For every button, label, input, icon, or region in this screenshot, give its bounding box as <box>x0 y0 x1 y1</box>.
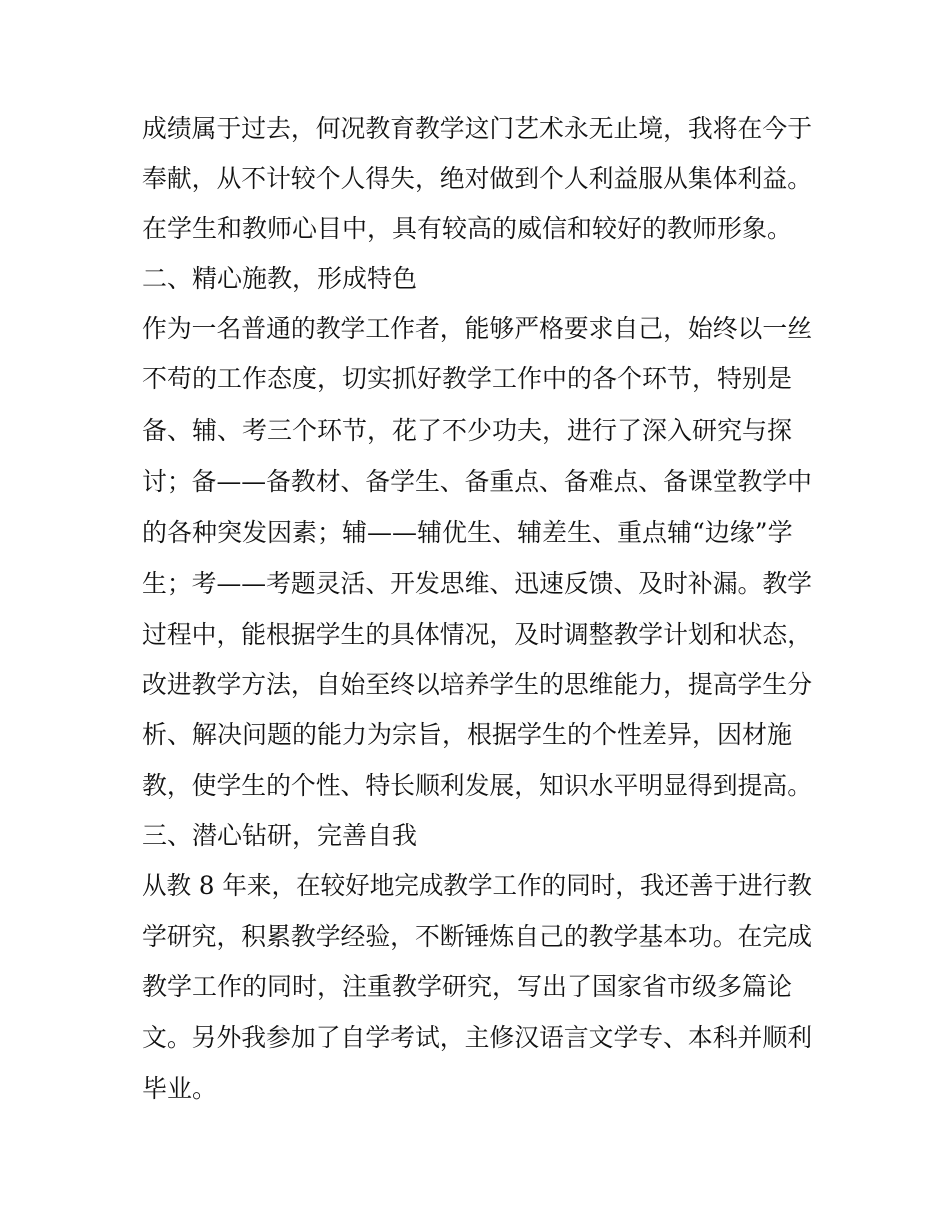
text-line: 奉献，从不计较个人得失，绝对做到个人利益服从集体利益。 <box>142 164 813 193</box>
text-line: 析、解决问题的能力为宗旨，根据学生的个性差异，因材施 <box>142 720 793 749</box>
text-line: 讨；备——备教材、备学生、备重点、备难点、备课堂教学中 <box>142 467 813 496</box>
text-line: 教学工作的同时，注重教学研究，写出了国家省市级多篇论 <box>142 972 793 1001</box>
text-line: 作为一名普通的教学工作者，能够严格要求自己，始终以一丝 <box>142 314 813 343</box>
text-line: 从教 8 年来，在较好地完成教学工作的同时，我还善于进行教 <box>142 871 812 900</box>
text-line: 的各种突发因素；辅——辅优生、辅差生、重点辅“边缘”学 <box>142 518 793 547</box>
text-line: 生；考——考题灵活、开发思维、迅速反馈、及时补漏。教学 <box>142 569 813 598</box>
text-line: 毕业。 <box>142 1074 218 1103</box>
text-line: 在学生和教师心目中，具有较高的威信和较好的教师形象。 <box>142 214 793 243</box>
text-line: 不苟的工作态度，切实抓好教学工作中的各个环节，特别是 <box>142 364 793 393</box>
text-line: 教，使学生的个性、特长顺利发展，知识水平明显得到提高。 <box>142 771 813 800</box>
section-heading: 二、精心施教，形成特色 <box>142 264 418 293</box>
text-line: 学研究，积累教学经验，不断锤炼自己的教学基本功。在完成 <box>142 922 813 951</box>
text-line: 改进教学方法，自始至终以培养学生的思维能力，提高学生分 <box>142 670 813 699</box>
section-heading: 三、潜心钻研，完善自我 <box>142 821 418 850</box>
text-line: 成绩属于过去，何况教育教学这门艺术永无止境，我将在今于 <box>142 114 813 143</box>
text-line: 文。另外我参加了自学考试，主修汉语言文学专、本科并顺利 <box>142 1023 813 1052</box>
text-line: 备、辅、考三个环节，花了不少功夫，进行了深入研究与探 <box>142 416 793 445</box>
text-line: 过程中，能根据学生的具体情况，及时调整教学计划和状态， <box>142 620 813 649</box>
